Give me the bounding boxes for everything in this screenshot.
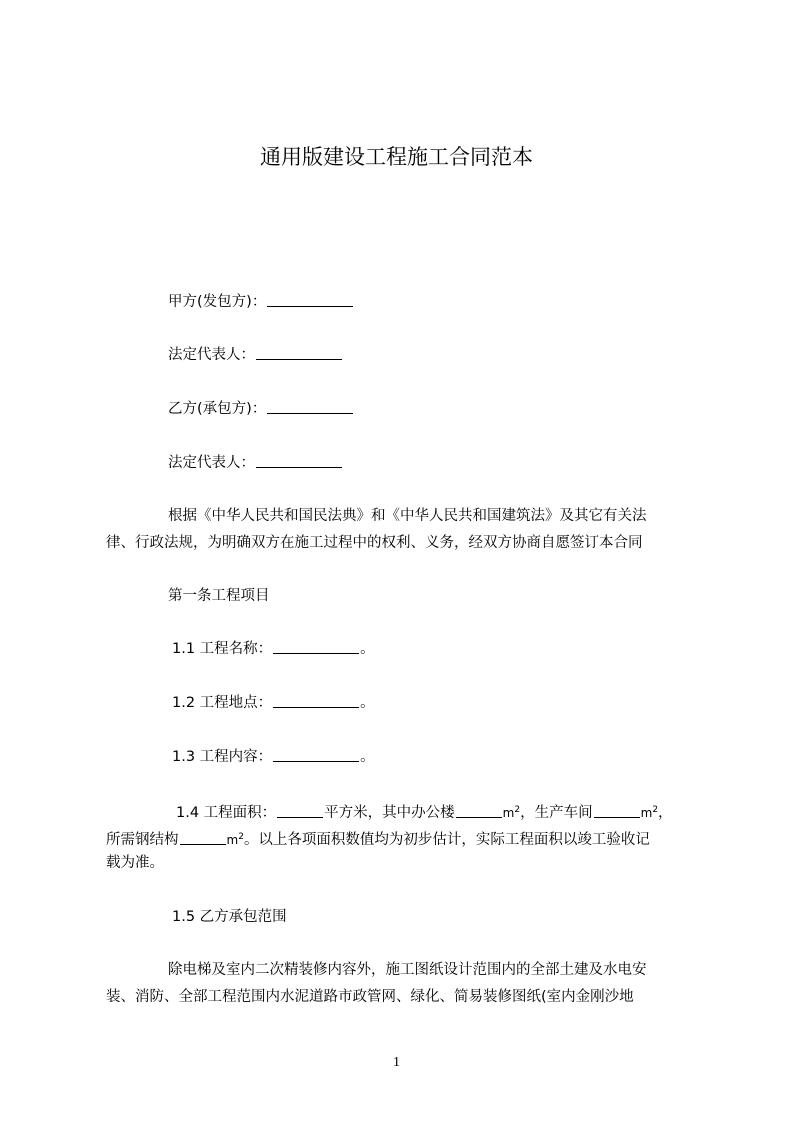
page-number: 1 xyxy=(393,1055,400,1070)
project-name-blank[interactable] xyxy=(273,639,359,654)
legal-rep-b-label: 法定代表人： xyxy=(168,455,255,471)
scope-line-1: 除电梯及室内二次精装修内容外，施工图纸设计范围内的全部土建及水电安 xyxy=(168,962,647,978)
steel-area-blank[interactable] xyxy=(180,830,226,845)
project-location-line: 1.2 工程地点： 。 xyxy=(172,695,375,711)
project-area-line-2: 所需钢结构 $m^2$。以上各项面积数值均为初步估计，实际工程面积以竣工验收记 xyxy=(106,832,650,848)
article-1-heading: 第一条工程项目 xyxy=(168,588,270,604)
project-content-blank[interactable] xyxy=(273,747,359,762)
office-area-blank[interactable] xyxy=(456,803,502,818)
document-title: 通用版建设工程施工合同范本 xyxy=(260,145,533,169)
party-a-label: 甲方(发包方)： xyxy=(168,294,267,310)
total-area-blank[interactable] xyxy=(277,803,323,818)
party-a-blank[interactable] xyxy=(267,292,353,307)
project-content-label: 1.3 工程内容： xyxy=(172,749,273,765)
legal-rep-a-line xyxy=(168,344,343,366)
scope-heading: 1.5 乙方承包范围 xyxy=(172,909,287,925)
project-area-line-3: 载为准。 xyxy=(106,855,164,871)
project-location-label: 1.2 工程地点： xyxy=(172,695,273,711)
project-area-line-1: 1.4 工程面积： 平方米，其中办公楼 $m^2$，生产车间 $m^2$， xyxy=(176,805,673,821)
legal-rep-b-blank[interactable] xyxy=(256,453,342,468)
project-area-label: 1.4 工程面积： xyxy=(176,805,277,821)
preamble-line-2: 律、行政法规，为明确双方在施工过程中的权利、义务，经双方协商自愿签订本合同 xyxy=(106,535,643,551)
project-content-line: 1.3 工程内容： 。 xyxy=(172,749,375,765)
scope-line-2: 装、消防、全部工程范围内水泥道路市政管网、绿化、简易装修图纸(室内金刚沙地 xyxy=(106,989,634,1005)
project-name-line: 1.1 工程名称： 。 xyxy=(172,641,375,657)
legal-rep-a-blank[interactable] xyxy=(256,345,342,360)
legal-rep-a-label: 法定代表人： xyxy=(168,347,255,363)
project-location-blank[interactable] xyxy=(273,693,359,708)
party-b-label: 乙方(承包方)： xyxy=(168,401,267,417)
preamble-line-1: 根据《中华人民共和国民法典》和《中华人民共和国建筑法》及其它有关法 xyxy=(168,508,647,524)
project-name-label: 1.1 工程名称： xyxy=(172,641,273,657)
party-b-blank[interactable] xyxy=(267,399,353,414)
workshop-area-blank[interactable] xyxy=(594,803,640,818)
party-a-line xyxy=(168,291,354,313)
legal-rep-b-line xyxy=(168,452,343,474)
party-b-line xyxy=(168,398,354,420)
